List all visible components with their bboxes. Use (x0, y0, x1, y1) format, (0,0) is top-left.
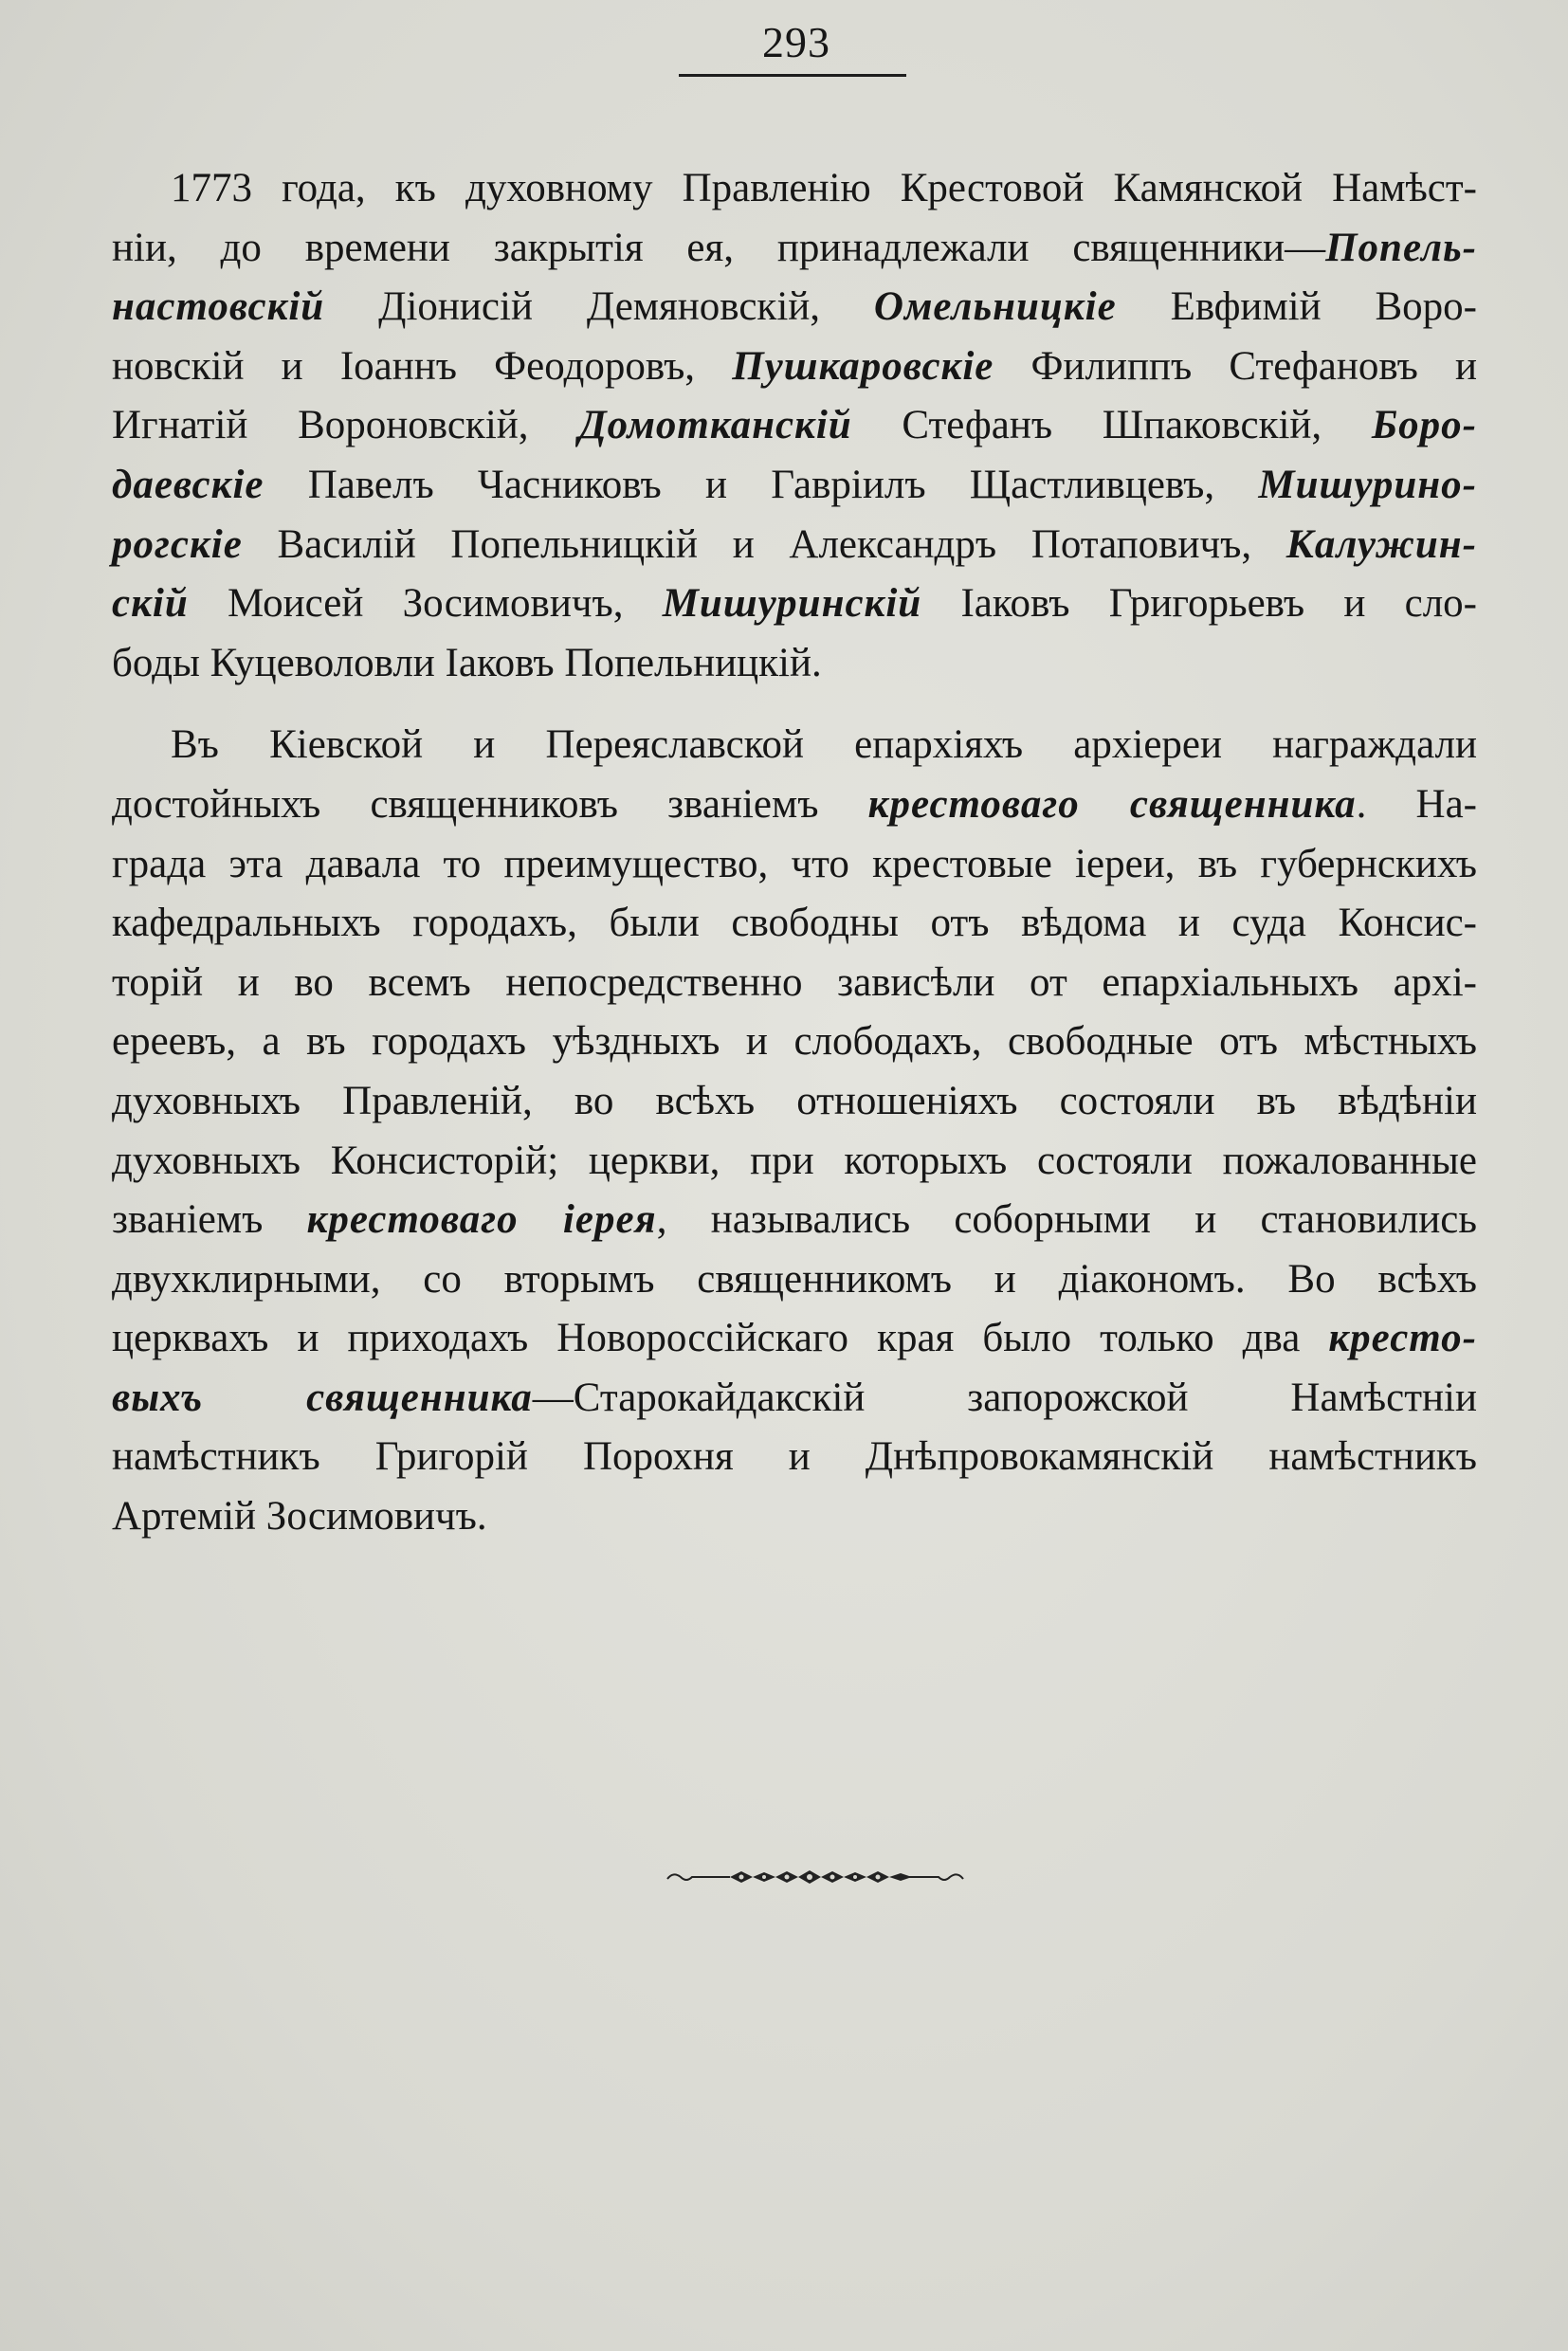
text-run: ніи, до времени закрытія ея, принадлежали священники— (112, 225, 1326, 270)
text-run: Іаковъ Григорьевъ и сло- (921, 581, 1477, 627)
text-line (112, 278, 1477, 337)
italic-name: настовскій (112, 284, 325, 330)
text-line (112, 396, 1477, 456)
text-line (112, 1250, 1477, 1310)
text-run: Павелъ Часниковъ и Гавріилъ Щастливцевъ, (264, 462, 1259, 507)
text-run: Діонисій Демяновскій, (324, 284, 874, 330)
text-line (112, 1369, 1477, 1429)
text-run: боды Куцеволовли Іаковъ Попельницкій. (112, 640, 822, 685)
text-run: духовныхъ Правленій, во всѣхъ отношеніяхъ состояли въ вѣдѣніи (112, 1078, 1477, 1123)
italic-name: Омельницкіе (873, 284, 1117, 330)
text-line (112, 716, 1477, 775)
text-line (112, 159, 1477, 219)
ornament-divider-icon (664, 1866, 967, 1888)
text-run: двухклирными, со вторымъ священникомъ и діакономъ. Во всѣхъ (112, 1256, 1477, 1302)
text-run: кафедральныхъ городахъ, были свободны отъ вѣдома и суда Консис- (112, 901, 1477, 946)
italic-name: Калужин- (1285, 521, 1477, 567)
text-line (112, 1191, 1477, 1250)
text-line (112, 1309, 1477, 1369)
text-run: . На- (1356, 781, 1477, 827)
italic-name: Попель- (1325, 225, 1477, 270)
italic-name: Мишуринскій (662, 581, 922, 627)
text-line (112, 219, 1477, 279)
text-run: новскій и Іоаннъ Феодоровъ, (112, 343, 733, 389)
text-line (112, 516, 1477, 575)
italic-name: скій (112, 581, 189, 627)
text-run: достойныхъ священниковъ званіемъ (112, 781, 868, 827)
italic-name: кресто- (1328, 1316, 1477, 1361)
text-run: града эта давала то преимущество, что крестовые іереи, въ губернскихъ (112, 841, 1477, 886)
italic-name: крестоваго священника (867, 781, 1357, 827)
text-line (112, 954, 1477, 1013)
paragraph-2 (112, 716, 1477, 1546)
text-line (112, 775, 1477, 835)
text-run: Евфимій Воро- (1116, 284, 1477, 330)
text-line (112, 634, 1477, 694)
text-line (112, 1132, 1477, 1192)
text-run: Въ Кіевской и Переяславской епархіяхъ архіереи награждали (171, 722, 1477, 768)
italic-name: Боро- (1371, 403, 1477, 448)
paragraph-1 (112, 159, 1477, 693)
italic-name: Пушкаровскіе (732, 343, 994, 389)
italic-name: крестоваго іерея (306, 1197, 657, 1243)
text-run: , назывались соборными и становились (656, 1197, 1477, 1243)
text-line (112, 1072, 1477, 1132)
italic-name: Домотканскій (578, 403, 852, 448)
text-run: Игнатій Вороновскій, (112, 403, 579, 448)
text-line (112, 456, 1477, 516)
text-run: торій и во всемъ непосредственно зависѣли от епархіальныхъ архі- (112, 959, 1477, 1005)
text-line (112, 1012, 1477, 1072)
text-run: ереевъ, а въ городахъ уѣздныхъ и слободахъ, свободные отъ мѣстныхъ (112, 1019, 1477, 1065)
italic-name: Мишурино- (1258, 462, 1477, 507)
italic-name: даевскіе (112, 462, 264, 507)
text-run: Стефанъ Шпаковскій, (851, 403, 1372, 448)
italic-name: выхъ священника (112, 1375, 533, 1420)
text-run: Моисей Зосимовичъ, (188, 581, 663, 627)
text-line (112, 337, 1477, 397)
page-number: 293 (762, 18, 830, 66)
text-run: Филиппъ Стефановъ и (994, 343, 1477, 389)
text-run: церквахъ и приходахъ Новороссійскаго края было только два (112, 1316, 1329, 1361)
text-line (112, 1487, 1477, 1547)
text-line (112, 574, 1477, 634)
page-number-rule (679, 74, 906, 77)
text-run: —Старокайдакскій запорожской Намѣстніи (532, 1375, 1477, 1420)
text-run: званіемъ (112, 1197, 307, 1243)
text-run: намѣстникъ Григорій Порохня и Днѣпровокамянскій намѣстникъ (112, 1434, 1477, 1480)
text-line (112, 894, 1477, 954)
text-line (112, 1428, 1477, 1487)
text-run: 1773 года, къ духовному Правленію Крестовой Камянской Намѣст- (171, 166, 1477, 210)
text-run: духовныхъ Консисторій; церкви, при которыхъ состояли пожалованные (112, 1138, 1477, 1183)
text-line (112, 835, 1477, 895)
text-run: Василій Попельницкій и Александръ Потаповичъ, (242, 521, 1286, 567)
body-text (112, 159, 1477, 1547)
italic-name: рогскіе (112, 521, 243, 567)
text-run: Артемій Зосимовичъ. (112, 1494, 487, 1540)
